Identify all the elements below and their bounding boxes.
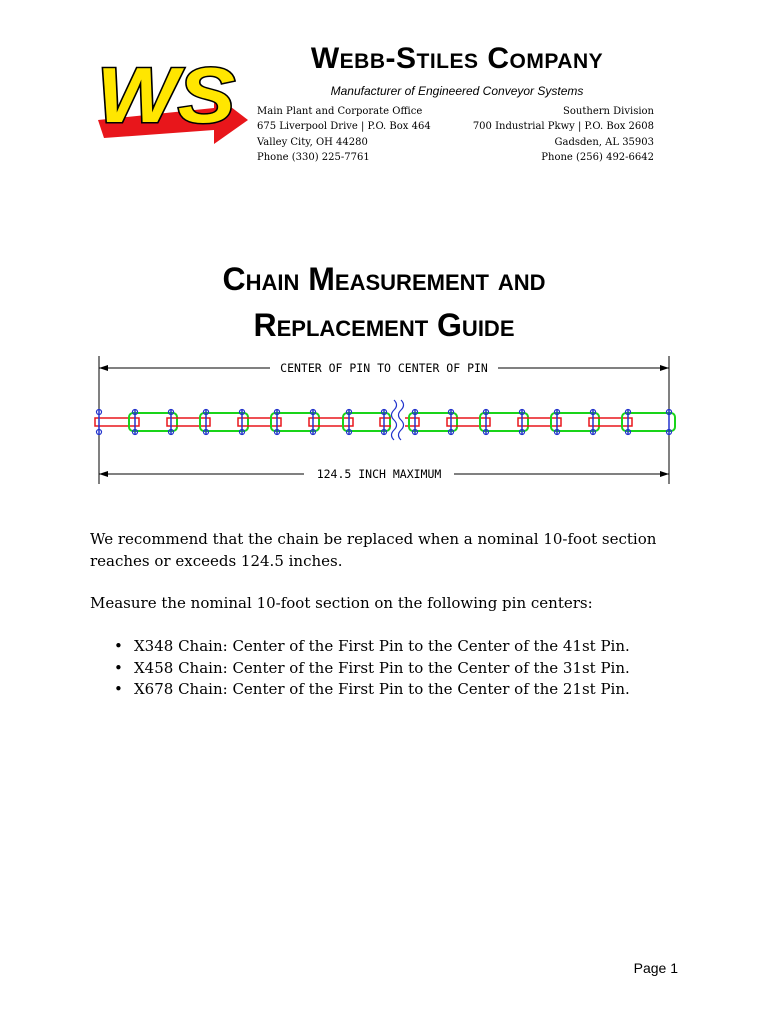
arrowhead-top-left — [99, 365, 108, 371]
arrowhead-bottom-right — [660, 471, 669, 477]
chain-side-link — [343, 413, 390, 431]
list-item-text: X678 Chain: Center of the First Pin to the Center of the 21st Pin. — [134, 680, 630, 698]
replacement-recommendation: We recommend that the chain be replaced when a nominal 10-foot section reaches or exceeds 124.5 inches. — [90, 530, 657, 570]
southern-division-line3: Gadsden, AL 35903 — [554, 136, 654, 148]
main-office-address — [257, 104, 431, 165]
list-item-text: X458 Chain: Center of the First Pin to the Center of the 31st Pin. — [134, 658, 630, 677]
southern-division-address — [440, 104, 654, 165]
chain-side-link — [622, 413, 675, 431]
arrowhead-top-right — [660, 365, 669, 371]
chain-side-link — [480, 413, 528, 431]
southern-division-line1: Southern Division — [563, 106, 654, 117]
chain-pin-link — [447, 418, 490, 426]
main-office-phone: Phone (330) 225-7761 — [257, 151, 370, 163]
chain-pin-link — [518, 418, 561, 426]
southern-division-phone: Phone (256) 492-6642 — [541, 151, 654, 163]
page-title-line2: Replacement Guide — [253, 307, 515, 343]
list-item — [114, 658, 694, 680]
main-office-line3: Valley City, OH 44280 — [257, 136, 368, 148]
chain-side-link — [409, 413, 457, 431]
chain-side-link — [271, 413, 319, 431]
chain-side-link — [551, 413, 599, 431]
dimension-label-top: CENTER OF PIN TO CENTER OF PIN — [280, 361, 488, 375]
company-name: Webb-Stiles Company — [310, 42, 604, 75]
list-item — [114, 636, 694, 658]
break-symbol — [391, 400, 405, 440]
chain-pin-link — [238, 418, 281, 426]
chain-side-link — [200, 413, 248, 431]
bullet-icon: • — [114, 637, 123, 655]
chain-type-list — [114, 636, 694, 701]
chain-diagram — [88, 352, 682, 492]
chain-pin-link — [589, 418, 632, 426]
chain-pin-link — [309, 418, 353, 426]
list-item-text: X348 Chain: Center of the First Pin to the Center of the 41st Pin. — [134, 637, 630, 655]
main-office-line2: 675 Liverpool Drive | P.O. Box 464 — [257, 121, 431, 133]
dimension-label-bottom: 124.5 INCH MAXIMUM — [316, 467, 442, 481]
page-number: Page 1 — [633, 960, 678, 976]
arrowhead-bottom-left — [99, 471, 108, 477]
measurement-instruction: Measure the nominal 10-foot section on the following pin centers: — [90, 594, 593, 612]
company-logo — [94, 50, 250, 146]
page-title — [0, 256, 768, 348]
logo-lettering: WS — [97, 51, 235, 139]
main-office-line1: Main Plant and Corporate Office — [257, 106, 423, 117]
page-title-line1: Chain Measurement and — [222, 261, 546, 297]
bullet-icon: • — [114, 680, 123, 698]
chain-pin-link — [95, 418, 139, 426]
chain-pin-link — [167, 418, 210, 426]
chain-side-link — [129, 413, 177, 431]
southern-division-line2: 700 Industrial Pkwy | P.O. Box 2608 — [472, 121, 654, 133]
company-tagline: Manufacturer of Engineered Conveyor Systems — [330, 84, 584, 98]
list-item — [114, 679, 694, 701]
bullet-icon: • — [114, 658, 123, 677]
